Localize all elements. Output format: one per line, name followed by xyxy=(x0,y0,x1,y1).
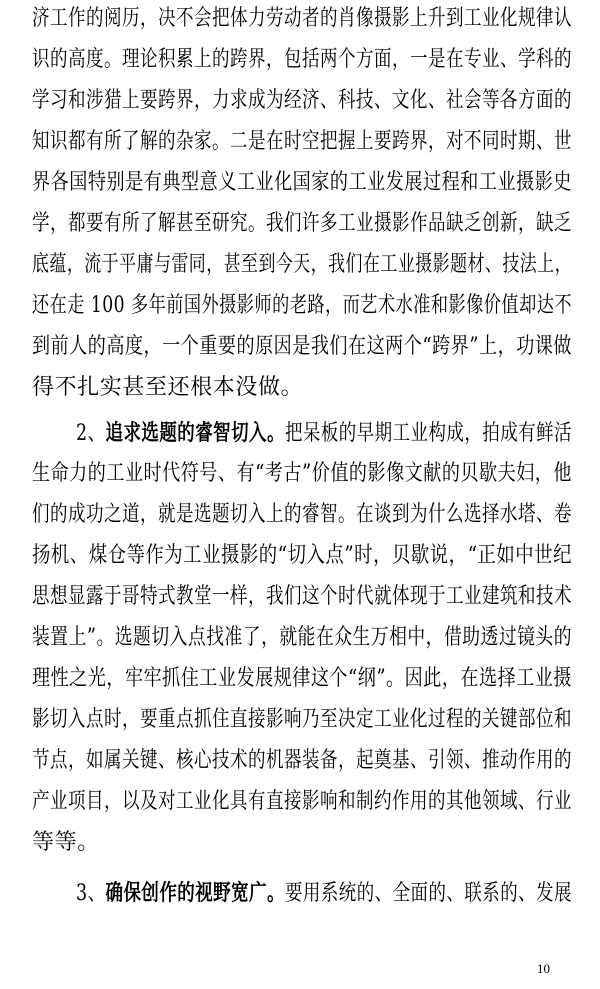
section-3-first-line-text: 要用系统的、全面的、联系的、发展 xyxy=(284,881,572,906)
body-text-line: 产业项目，以及对工业化具有直接影响和制约作用的其他领域、行业 xyxy=(32,789,572,814)
body-text-line: 济工作的阅历，决不会把体力劳动者的肖像摄影上升到工业化规律认 xyxy=(32,6,572,31)
body-text-line: 节点，如属关键、核心技术的机器装备，起奠基、引领、推动作用的 xyxy=(32,748,572,773)
body-text-line: 理性之光，牢牢抓住工业发展规律这个“纲”。因此，在选择工业摄 xyxy=(32,666,572,691)
body-text-line: 界各国特别是有典型意义工业化国家的工业发展过程和工业摄影史 xyxy=(32,170,572,195)
body-text-line: 学，都要有所了解甚至研究。我们许多工业摄影作品缺乏创新，缺乏 xyxy=(32,211,572,236)
body-text-line: 生命力的工业时代符号、有“考古”价值的影像文献的贝歇夫妇，他 xyxy=(32,461,572,486)
section-2-first-line-text: 把呆板的早期工业构成，拍成有鲜活 xyxy=(284,421,572,446)
body-text-line: 还在走 100 多年前国外摄影师的老路，而艺术水准和影像价值却达不 xyxy=(32,293,573,318)
page-number: 10 xyxy=(537,961,550,976)
body-text-line: 知识都有所了解的杂家。二是在时空把握上要跨界，对不同时期、世 xyxy=(32,129,572,154)
body-text-line: 装置上”。选题切入点找准了，就能在众生万相中，借助透过镜头的 xyxy=(32,625,573,650)
section-3-first-line xyxy=(76,880,572,907)
section-2-first-line xyxy=(76,420,572,447)
section-2-number: 2、 xyxy=(76,421,106,446)
body-text-line: 底蕴，流于平庸与雷同，甚至到今天，我们在工业摄影题材、技法上， xyxy=(32,252,573,277)
section-3-number: 3、 xyxy=(76,881,106,906)
body-text-line: 们的成功之道，就是选题切入上的睿智。在谈到为什么选择水塔、卷 xyxy=(32,502,572,527)
body-text-line: 等等。 xyxy=(32,830,100,855)
body-text-line: 扬机、煤仓等作为工业摄影的“切入点”时，贝歇说，“正如中世纪 xyxy=(32,543,572,568)
section-3-heading: 确保创作的视野宽广。 xyxy=(105,880,285,906)
body-text-line: 得不扎实甚至还根本没做。 xyxy=(32,375,304,400)
body-text-line: 到前人的高度，一个重要的原因是我们在这两个“跨界”上，功课做 xyxy=(32,334,572,359)
section-2-heading: 追求选题的睿智切入。 xyxy=(105,420,285,446)
body-text-line: 识的高度。理论积累上的跨界，包括两个方面，一是在专业、学科的 xyxy=(32,47,572,72)
body-text-line: 思想显露于哥特式教堂一样，我们这个时代就体现于工业建筑和技术 xyxy=(32,584,572,609)
body-text-line: 影切入点时，要重点抓住直接影响乃至决定工业化过程的关键部位和 xyxy=(32,707,572,732)
body-text-line: 学习和涉猎上要跨界，力求成为经济、科技、文化、社会等各方面的 xyxy=(32,88,572,113)
